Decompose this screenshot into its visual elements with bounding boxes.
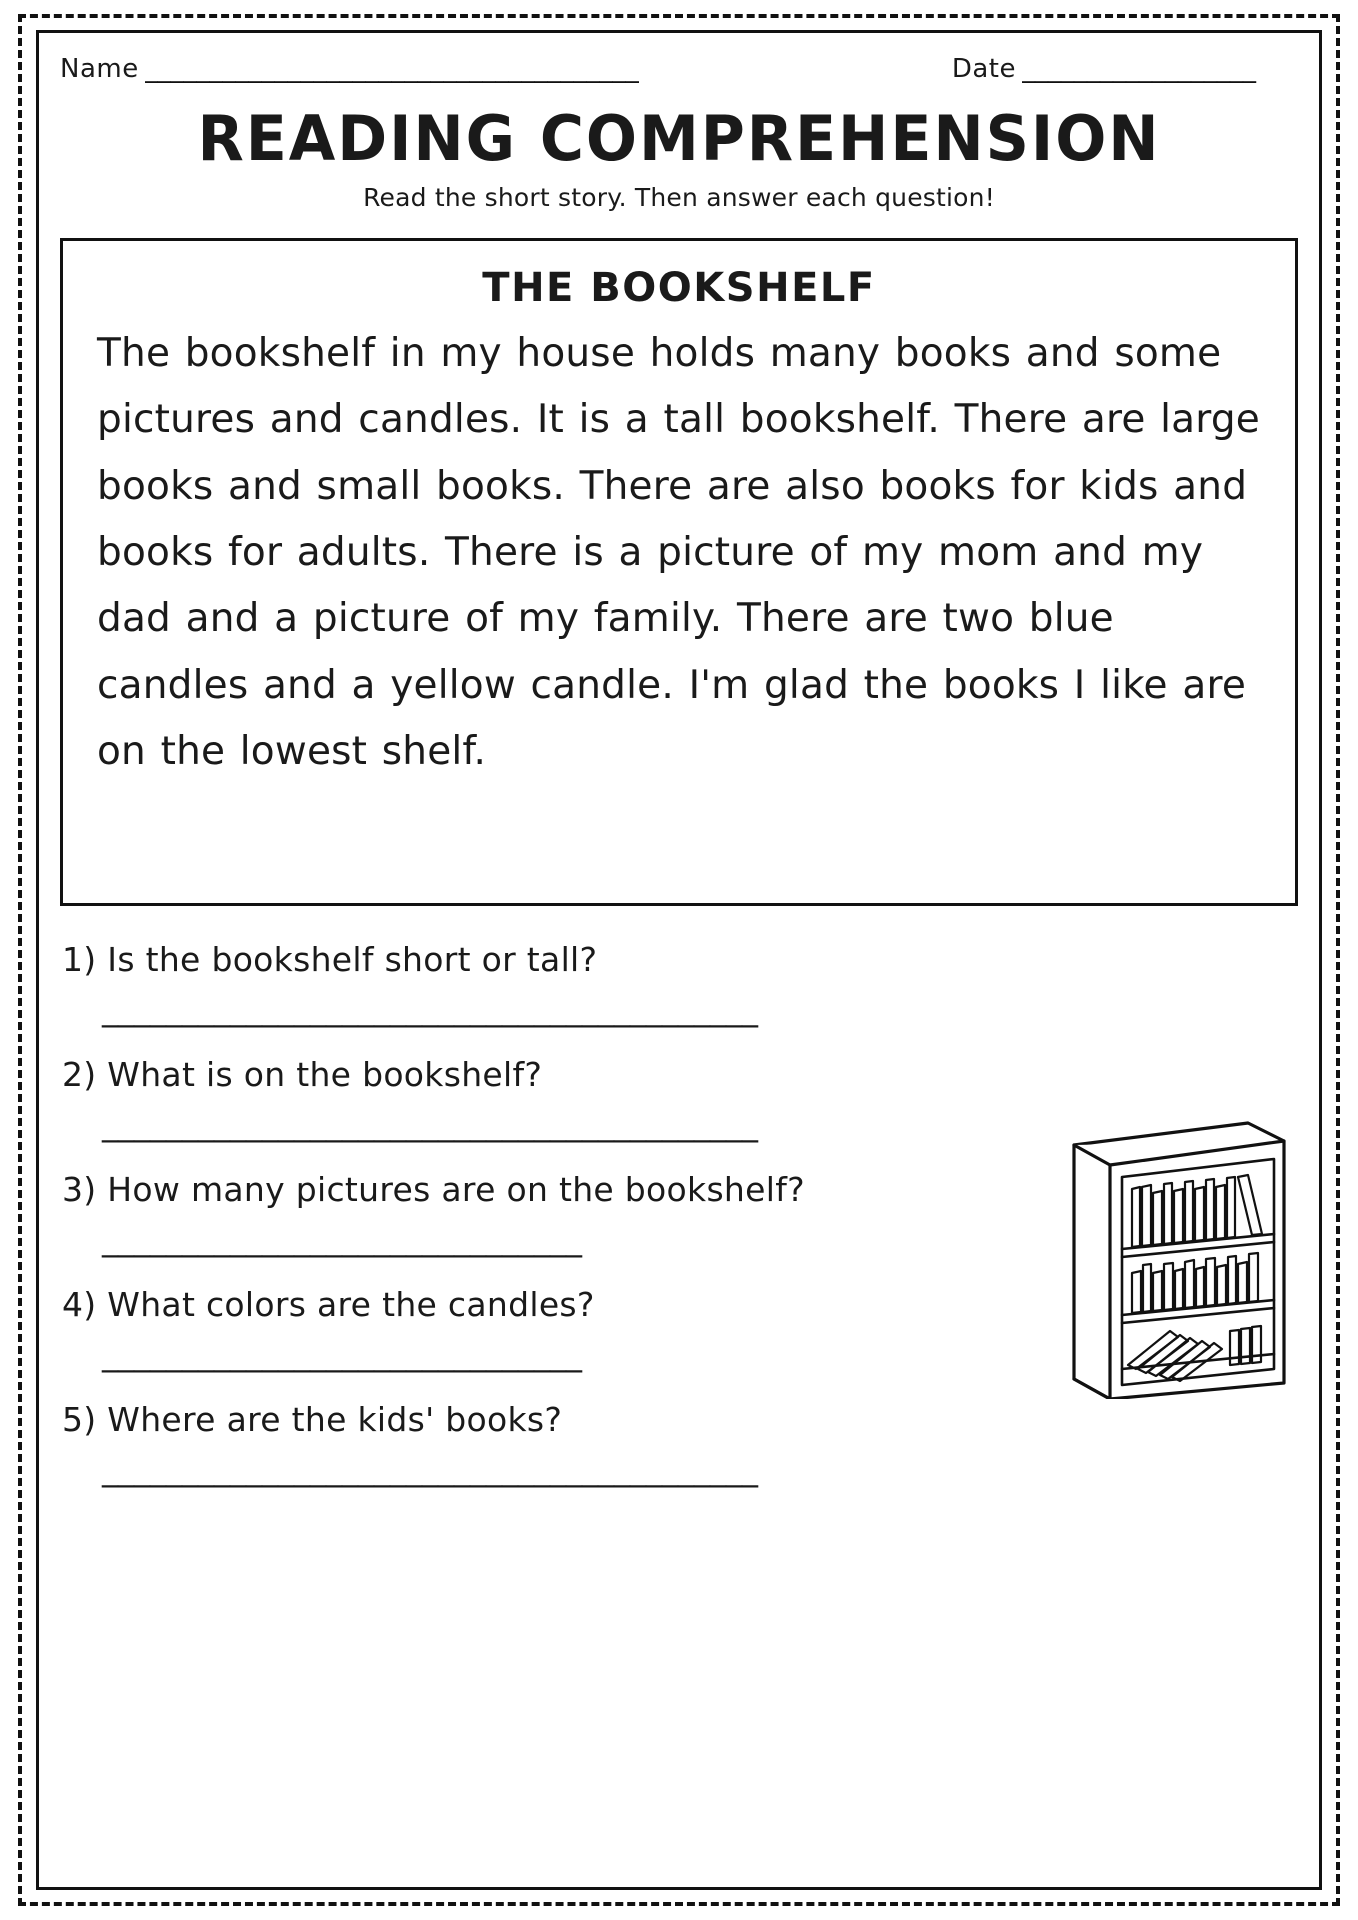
question-item: [60, 940, 1298, 979]
question-number-2: 2): [62, 1055, 97, 1095]
page-title: READING COMPREHENSION: [197, 102, 1161, 175]
question-number-5: 5): [62, 1400, 97, 1440]
answer-line-3[interactable]: ______________________________: [102, 1220, 582, 1259]
question-label-1: Is the bookshelf short or tall?: [107, 940, 598, 980]
question-text-5: [60, 1400, 1298, 1439]
questions-list: [60, 940, 1298, 1491]
name-label: Name: [60, 54, 139, 84]
answer-line-1[interactable]: _________________________________________: [102, 990, 758, 1029]
story-box: [60, 238, 1298, 906]
bookshelf-illustration: [1052, 1107, 1302, 1399]
story-body: The bookshelf in my house holds many books and some pictures and candles. It is a tall bookshelf. There are large books and small books. There are also books for kids and books for adults. There is a picture of my mom and my dad and a picture of my family. There are two blue candles and a yellow candle. I'm glad the books I like are on the lowest shelf.: [97, 331, 1260, 774]
date-label: Date: [951, 54, 1016, 84]
page-subtitle: Read the short story. Then answer each question!: [363, 183, 995, 213]
name-date-row: [60, 54, 1298, 84]
worksheet-content: [60, 48, 1298, 1872]
question-label-4: What colors are the candles?: [107, 1285, 595, 1325]
date-input-line[interactable]: __________________: [1022, 54, 1256, 84]
question-number-4: 4): [62, 1285, 97, 1325]
question-number-1: 1): [62, 940, 97, 980]
question-label-2: What is on the bookshelf?: [107, 1055, 543, 1095]
question-item: [60, 1055, 1298, 1094]
answer-line-4[interactable]: ______________________________: [102, 1335, 582, 1374]
question-item: [60, 1400, 1298, 1439]
question-label-3: How many pictures are on the bookshelf?: [107, 1170, 805, 1210]
answer-line-5[interactable]: _________________________________________: [102, 1450, 758, 1489]
story-title: THE BOOKSHELF: [482, 265, 876, 312]
question-label-5: Where are the kids' books?: [107, 1400, 563, 1440]
question-text-2: [60, 1055, 1298, 1094]
name-input-line[interactable]: ______________________________________: [144, 54, 639, 84]
question-text-1: [60, 940, 1298, 979]
question-number-3: 3): [62, 1170, 97, 1210]
answer-line-2[interactable]: _________________________________________: [102, 1105, 758, 1144]
